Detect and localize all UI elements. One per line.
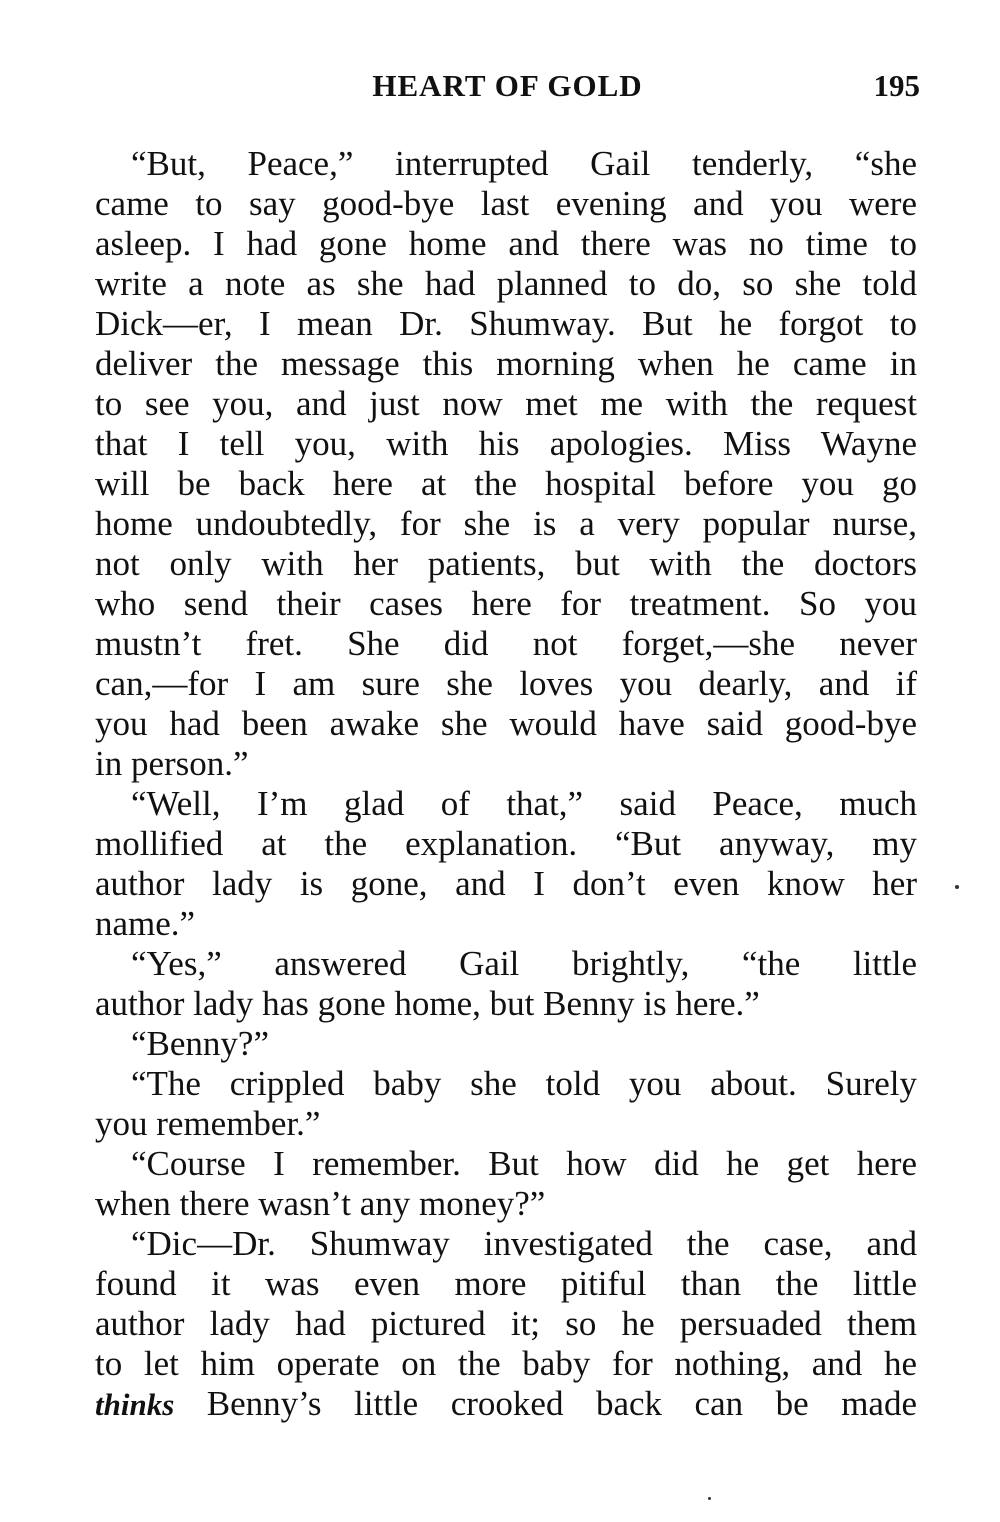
- text-line: deliver the message this morning when he came in: [95, 344, 917, 383]
- text-line: “The crippled baby she told you about. Surely: [131, 1064, 917, 1103]
- text-line: “Benny?”: [131, 1024, 269, 1063]
- text-line: in person.”: [95, 744, 249, 783]
- text-line: to see you, and just now met me with the request: [95, 384, 917, 423]
- text-line: mustn’t fret. She did not forget,—she never: [95, 624, 917, 663]
- text-line: found it was even more pitiful than the little: [95, 1264, 917, 1303]
- text-line: author lady has gone home, but Benny is here.”: [95, 984, 760, 1023]
- body-text: [95, 144, 917, 1424]
- text-line: “Dic—Dr. Shumway investigated the case, and: [131, 1224, 917, 1263]
- text-line: “Yes,” answered Gail brightly, “the little: [131, 944, 917, 983]
- text-line: that I tell you, with his apologies. Miss Wayne: [95, 424, 917, 463]
- text-line: you had been awake she would have said good-bye: [95, 704, 917, 743]
- text-line: write a note as she had planned to do, so she told: [95, 264, 917, 303]
- scan-speck: [955, 885, 959, 889]
- text-line: to let him operate on the baby for nothing, and he: [95, 1344, 917, 1383]
- text-line: mollified at the explanation. “But anyway, my: [95, 824, 917, 863]
- text-line: “Well, I’m glad of that,” said Peace, much: [131, 784, 917, 823]
- text-line: came to say good-bye last evening and you were: [95, 184, 917, 223]
- text-line: author lady is gone, and I don’t even know her: [95, 864, 917, 903]
- text-line: who send their cases here for treatment. So you: [95, 584, 917, 623]
- final-line-rest: Benny’s little crooked back can be made: [174, 1384, 917, 1423]
- text-line-final: [95, 1384, 917, 1424]
- text-line: Dick—er, I mean Dr. Shumway. But he forgot to: [95, 304, 917, 343]
- text-line: can,—for I am sure she loves you dearly, and if: [95, 664, 917, 703]
- text-line: asleep. I had gone home and there was no time to: [95, 224, 917, 263]
- page-header: [95, 68, 920, 108]
- emphasis-word: thinks: [95, 1387, 175, 1422]
- text-line: name.”: [95, 904, 196, 943]
- text-line: “But, Peace,” interrupted Gail tenderly, “she: [131, 144, 917, 183]
- running-title: HEART OF GOLD: [372, 68, 643, 103]
- text-line: author lady had pictured it; so he persuaded them: [95, 1304, 917, 1343]
- text-line: will be back here at the hospital before you go: [95, 464, 917, 503]
- page-number: 195: [873, 68, 920, 103]
- text-line: “Course I remember. But how did he get here: [131, 1144, 917, 1183]
- scan-speck: [708, 1497, 711, 1500]
- text-line: home undoubtedly, for she is a very popular nurse,: [95, 504, 917, 543]
- text-line: not only with her patients, but with the doctors: [95, 544, 917, 583]
- text-line: you remember.”: [95, 1104, 321, 1143]
- text-line: when there wasn’t any money?”: [95, 1184, 546, 1223]
